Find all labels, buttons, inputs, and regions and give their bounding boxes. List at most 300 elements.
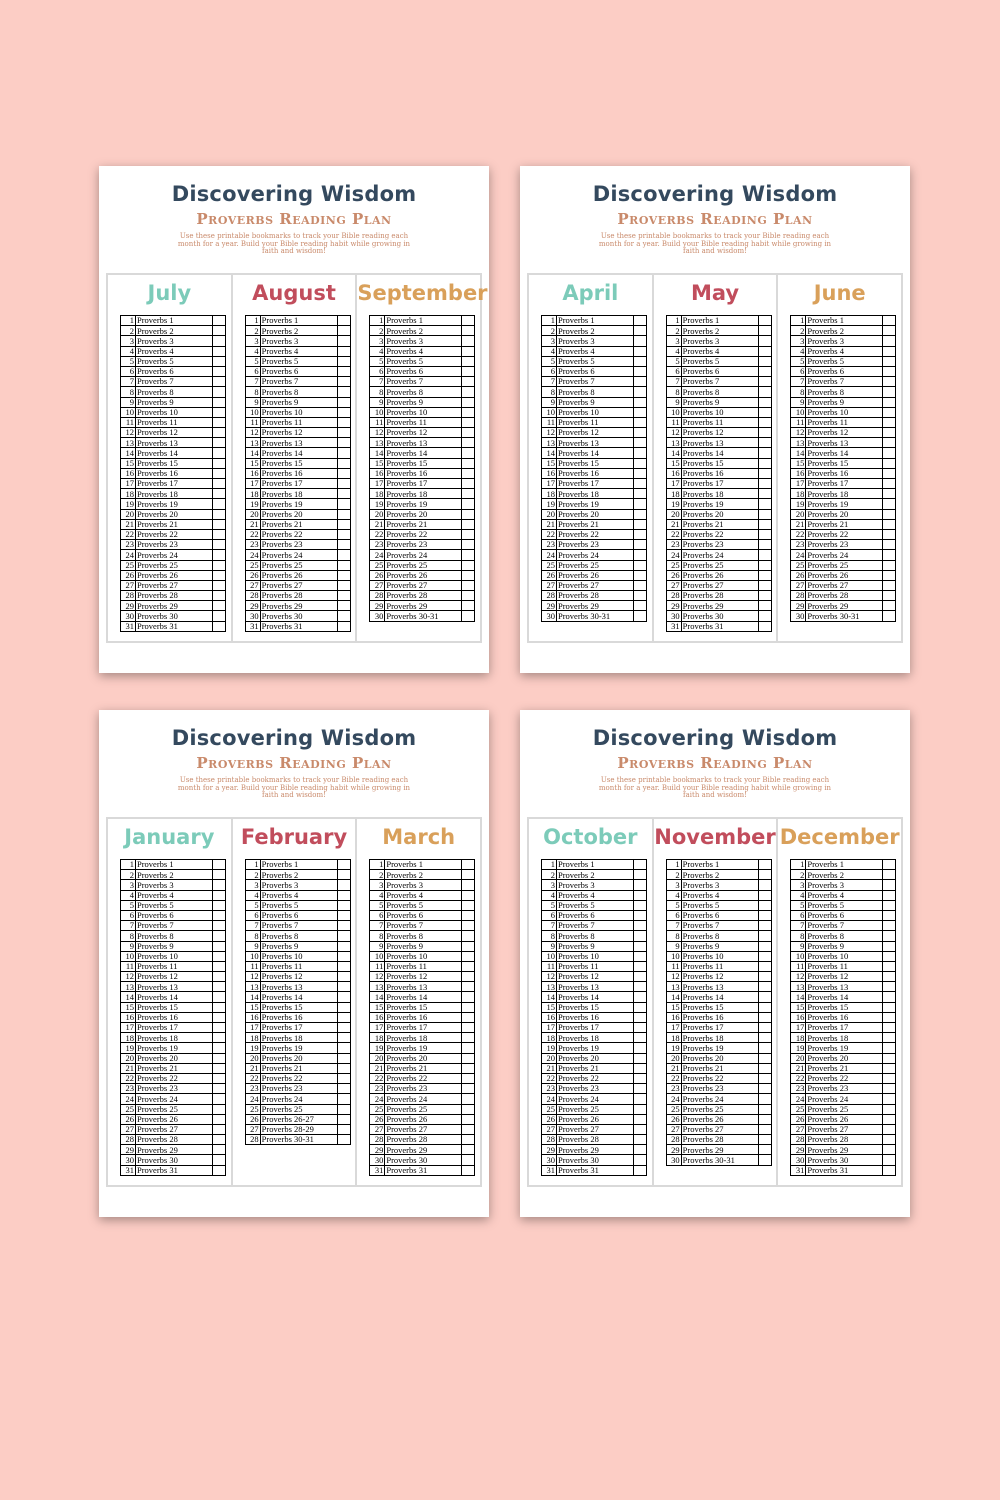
check-box[interactable] — [883, 972, 896, 982]
check-box[interactable] — [883, 1155, 896, 1165]
check-box[interactable] — [213, 316, 226, 326]
check-box[interactable] — [337, 972, 350, 982]
check-box[interactable] — [634, 921, 647, 931]
check-box[interactable] — [462, 1124, 475, 1134]
check-box[interactable] — [883, 529, 896, 539]
check-box[interactable] — [883, 316, 896, 326]
check-box[interactable] — [337, 428, 350, 438]
check-box[interactable] — [337, 900, 350, 910]
check-box[interactable] — [634, 1043, 647, 1053]
check-box[interactable] — [634, 1084, 647, 1094]
check-box[interactable] — [634, 601, 647, 611]
check-box[interactable] — [337, 1033, 350, 1043]
check-box[interactable] — [337, 550, 350, 560]
check-box[interactable] — [337, 1084, 350, 1094]
check-box[interactable] — [883, 1124, 896, 1134]
check-box[interactable] — [758, 580, 771, 590]
check-box[interactable] — [634, 1124, 647, 1134]
check-box[interactable] — [213, 900, 226, 910]
check-box[interactable] — [758, 397, 771, 407]
check-box[interactable] — [337, 570, 350, 580]
check-box[interactable] — [883, 1012, 896, 1022]
check-box[interactable] — [337, 326, 350, 336]
check-box[interactable] — [213, 1135, 226, 1145]
check-box[interactable] — [213, 499, 226, 509]
check-box[interactable] — [337, 1053, 350, 1063]
check-box[interactable] — [634, 611, 647, 621]
check-box[interactable] — [213, 560, 226, 570]
check-box[interactable] — [883, 941, 896, 951]
check-box[interactable] — [883, 326, 896, 336]
check-box[interactable] — [883, 1104, 896, 1114]
check-box[interactable] — [213, 580, 226, 590]
check-box[interactable] — [213, 540, 226, 550]
check-box[interactable] — [462, 570, 475, 580]
check-box[interactable] — [883, 591, 896, 601]
check-box[interactable] — [462, 448, 475, 458]
check-box[interactable] — [337, 509, 350, 519]
check-box[interactable] — [634, 356, 647, 366]
check-box[interactable] — [883, 860, 896, 870]
check-box[interactable] — [634, 560, 647, 570]
check-box[interactable] — [337, 560, 350, 570]
check-box[interactable] — [883, 336, 896, 346]
check-box[interactable] — [758, 1043, 771, 1053]
check-box[interactable] — [213, 992, 226, 1002]
check-box[interactable] — [337, 1063, 350, 1073]
check-box[interactable] — [337, 890, 350, 900]
check-box[interactable] — [758, 910, 771, 920]
check-box[interactable] — [758, 540, 771, 550]
check-box[interactable] — [758, 921, 771, 931]
check-box[interactable] — [462, 387, 475, 397]
check-box[interactable] — [758, 316, 771, 326]
check-box[interactable] — [758, 509, 771, 519]
check-box[interactable] — [213, 356, 226, 366]
check-box[interactable] — [462, 540, 475, 550]
check-box[interactable] — [462, 1155, 475, 1165]
check-box[interactable] — [883, 1033, 896, 1043]
check-box[interactable] — [213, 961, 226, 971]
check-box[interactable] — [883, 1094, 896, 1104]
check-box[interactable] — [213, 931, 226, 941]
check-box[interactable] — [634, 890, 647, 900]
check-box[interactable] — [337, 951, 350, 961]
check-box[interactable] — [883, 910, 896, 920]
check-box[interactable] — [883, 407, 896, 417]
check-box[interactable] — [337, 438, 350, 448]
check-box[interactable] — [213, 428, 226, 438]
check-box[interactable] — [337, 336, 350, 346]
check-box[interactable] — [462, 377, 475, 387]
check-box[interactable] — [337, 1114, 350, 1124]
check-box[interactable] — [462, 941, 475, 951]
check-box[interactable] — [213, 489, 226, 499]
check-box[interactable] — [337, 1104, 350, 1114]
check-box[interactable] — [462, 407, 475, 417]
check-box[interactable] — [883, 900, 896, 910]
check-box[interactable] — [883, 931, 896, 941]
check-box[interactable] — [213, 870, 226, 880]
check-box[interactable] — [634, 1094, 647, 1104]
check-box[interactable] — [634, 346, 647, 356]
check-box[interactable] — [634, 1135, 647, 1145]
check-box[interactable] — [462, 316, 475, 326]
check-box[interactable] — [634, 1165, 647, 1175]
check-box[interactable] — [337, 992, 350, 1002]
check-box[interactable] — [213, 1002, 226, 1012]
check-box[interactable] — [337, 880, 350, 890]
check-box[interactable] — [883, 580, 896, 590]
check-box[interactable] — [462, 1002, 475, 1012]
check-box[interactable] — [758, 591, 771, 601]
check-box[interactable] — [634, 479, 647, 489]
check-box[interactable] — [634, 387, 647, 397]
check-box[interactable] — [462, 1023, 475, 1033]
check-box[interactable] — [337, 1124, 350, 1134]
check-box[interactable] — [337, 346, 350, 356]
check-box[interactable] — [883, 961, 896, 971]
check-box[interactable] — [337, 458, 350, 468]
check-box[interactable] — [758, 1135, 771, 1145]
check-box[interactable] — [213, 448, 226, 458]
check-box[interactable] — [883, 1073, 896, 1083]
check-box[interactable] — [883, 560, 896, 570]
check-box[interactable] — [462, 428, 475, 438]
check-box[interactable] — [883, 1145, 896, 1155]
check-box[interactable] — [337, 1012, 350, 1022]
check-box[interactable] — [462, 468, 475, 478]
check-box[interactable] — [462, 1114, 475, 1124]
check-box[interactable] — [634, 316, 647, 326]
check-box[interactable] — [462, 870, 475, 880]
check-box[interactable] — [634, 1023, 647, 1033]
check-box[interactable] — [883, 366, 896, 376]
check-box[interactable] — [462, 479, 475, 489]
check-box[interactable] — [634, 529, 647, 539]
check-box[interactable] — [462, 961, 475, 971]
check-box[interactable] — [758, 961, 771, 971]
check-box[interactable] — [758, 1023, 771, 1033]
check-box[interactable] — [462, 458, 475, 468]
check-box[interactable] — [883, 1114, 896, 1124]
check-box[interactable] — [634, 366, 647, 376]
check-box[interactable] — [213, 1104, 226, 1114]
check-box[interactable] — [213, 1114, 226, 1124]
check-box[interactable] — [213, 972, 226, 982]
check-box[interactable] — [758, 326, 771, 336]
check-box[interactable] — [758, 890, 771, 900]
check-box[interactable] — [462, 1053, 475, 1063]
check-box[interactable] — [634, 519, 647, 529]
check-box[interactable] — [462, 1063, 475, 1073]
check-box[interactable] — [337, 601, 350, 611]
check-box[interactable] — [758, 1114, 771, 1124]
check-box[interactable] — [758, 356, 771, 366]
check-box[interactable] — [883, 448, 896, 458]
check-box[interactable] — [462, 992, 475, 1002]
check-box[interactable] — [462, 1135, 475, 1145]
check-box[interactable] — [758, 489, 771, 499]
check-box[interactable] — [758, 1124, 771, 1134]
check-box[interactable] — [213, 407, 226, 417]
check-box[interactable] — [337, 870, 350, 880]
check-box[interactable] — [758, 931, 771, 941]
check-box[interactable] — [213, 519, 226, 529]
check-box[interactable] — [462, 921, 475, 931]
check-box[interactable] — [758, 448, 771, 458]
check-box[interactable] — [883, 992, 896, 1002]
check-box[interactable] — [462, 326, 475, 336]
check-box[interactable] — [883, 519, 896, 529]
check-box[interactable] — [213, 377, 226, 387]
check-box[interactable] — [462, 417, 475, 427]
check-box[interactable] — [883, 509, 896, 519]
check-box[interactable] — [213, 921, 226, 931]
check-box[interactable] — [337, 499, 350, 509]
check-box[interactable] — [213, 951, 226, 961]
check-box[interactable] — [213, 397, 226, 407]
check-box[interactable] — [634, 1063, 647, 1073]
check-box[interactable] — [462, 1084, 475, 1094]
check-box[interactable] — [213, 941, 226, 951]
check-box[interactable] — [213, 591, 226, 601]
check-box[interactable] — [758, 1094, 771, 1104]
check-box[interactable] — [883, 1023, 896, 1033]
check-box[interactable] — [634, 407, 647, 417]
check-box[interactable] — [213, 890, 226, 900]
check-box[interactable] — [883, 890, 896, 900]
check-box[interactable] — [758, 880, 771, 890]
check-box[interactable] — [883, 468, 896, 478]
check-box[interactable] — [758, 336, 771, 346]
check-box[interactable] — [213, 346, 226, 356]
check-box[interactable] — [634, 972, 647, 982]
check-box[interactable] — [213, 860, 226, 870]
check-box[interactable] — [213, 1084, 226, 1094]
check-box[interactable] — [883, 1043, 896, 1053]
check-box[interactable] — [462, 560, 475, 570]
check-box[interactable] — [462, 580, 475, 590]
check-box[interactable] — [758, 982, 771, 992]
check-box[interactable] — [337, 591, 350, 601]
check-box[interactable] — [634, 951, 647, 961]
check-box[interactable] — [634, 1155, 647, 1165]
check-box[interactable] — [883, 870, 896, 880]
check-box[interactable] — [758, 972, 771, 982]
check-box[interactable] — [758, 519, 771, 529]
check-box[interactable] — [213, 1094, 226, 1104]
check-box[interactable] — [337, 529, 350, 539]
check-box[interactable] — [337, 961, 350, 971]
check-box[interactable] — [213, 479, 226, 489]
check-box[interactable] — [462, 1165, 475, 1175]
check-box[interactable] — [758, 1012, 771, 1022]
check-box[interactable] — [213, 621, 226, 631]
check-box[interactable] — [758, 438, 771, 448]
check-box[interactable] — [634, 417, 647, 427]
check-box[interactable] — [337, 540, 350, 550]
check-box[interactable] — [462, 550, 475, 560]
check-box[interactable] — [883, 1002, 896, 1012]
check-box[interactable] — [213, 1023, 226, 1033]
check-box[interactable] — [462, 880, 475, 890]
check-box[interactable] — [634, 1104, 647, 1114]
check-box[interactable] — [883, 346, 896, 356]
check-box[interactable] — [337, 316, 350, 326]
check-box[interactable] — [213, 550, 226, 560]
check-box[interactable] — [758, 428, 771, 438]
check-box[interactable] — [758, 407, 771, 417]
check-box[interactable] — [337, 931, 350, 941]
check-box[interactable] — [758, 621, 771, 631]
check-box[interactable] — [634, 458, 647, 468]
check-box[interactable] — [462, 1145, 475, 1155]
check-box[interactable] — [462, 601, 475, 611]
check-box[interactable] — [883, 479, 896, 489]
check-box[interactable] — [634, 489, 647, 499]
check-box[interactable] — [213, 1033, 226, 1043]
check-box[interactable] — [758, 479, 771, 489]
check-box[interactable] — [337, 941, 350, 951]
check-box[interactable] — [462, 972, 475, 982]
check-box[interactable] — [758, 1053, 771, 1063]
check-box[interactable] — [213, 910, 226, 920]
check-box[interactable] — [634, 468, 647, 478]
check-box[interactable] — [634, 1012, 647, 1022]
check-box[interactable] — [337, 397, 350, 407]
check-box[interactable] — [883, 1135, 896, 1145]
check-box[interactable] — [462, 931, 475, 941]
check-box[interactable] — [462, 1104, 475, 1114]
check-box[interactable] — [337, 468, 350, 478]
check-box[interactable] — [634, 931, 647, 941]
check-box[interactable] — [758, 560, 771, 570]
check-box[interactable] — [462, 489, 475, 499]
check-box[interactable] — [883, 611, 896, 621]
check-box[interactable] — [337, 1043, 350, 1053]
check-box[interactable] — [634, 910, 647, 920]
check-box[interactable] — [634, 1145, 647, 1155]
check-box[interactable] — [462, 1033, 475, 1043]
check-box[interactable] — [213, 1155, 226, 1165]
check-box[interactable] — [213, 417, 226, 427]
check-box[interactable] — [758, 951, 771, 961]
check-box[interactable] — [758, 529, 771, 539]
check-box[interactable] — [758, 346, 771, 356]
check-box[interactable] — [337, 479, 350, 489]
check-box[interactable] — [462, 1012, 475, 1022]
check-box[interactable] — [213, 611, 226, 621]
check-box[interactable] — [883, 982, 896, 992]
check-box[interactable] — [213, 601, 226, 611]
check-box[interactable] — [213, 1165, 226, 1175]
check-box[interactable] — [213, 1124, 226, 1134]
check-box[interactable] — [462, 529, 475, 539]
check-box[interactable] — [758, 870, 771, 880]
check-box[interactable] — [634, 900, 647, 910]
check-box[interactable] — [337, 921, 350, 931]
check-box[interactable] — [213, 880, 226, 890]
check-box[interactable] — [758, 860, 771, 870]
check-box[interactable] — [883, 570, 896, 580]
check-box[interactable] — [634, 540, 647, 550]
check-box[interactable] — [337, 1073, 350, 1083]
check-box[interactable] — [634, 860, 647, 870]
check-box[interactable] — [462, 356, 475, 366]
check-box[interactable] — [213, 458, 226, 468]
check-box[interactable] — [213, 366, 226, 376]
check-box[interactable] — [634, 336, 647, 346]
check-box[interactable] — [337, 1002, 350, 1012]
check-box[interactable] — [213, 1043, 226, 1053]
check-box[interactable] — [462, 951, 475, 961]
check-box[interactable] — [758, 1104, 771, 1114]
check-box[interactable] — [758, 601, 771, 611]
check-box[interactable] — [462, 509, 475, 519]
check-box[interactable] — [213, 529, 226, 539]
check-box[interactable] — [337, 366, 350, 376]
check-box[interactable] — [883, 458, 896, 468]
check-box[interactable] — [758, 417, 771, 427]
check-box[interactable] — [634, 880, 647, 890]
check-box[interactable] — [883, 377, 896, 387]
check-box[interactable] — [213, 336, 226, 346]
check-box[interactable] — [634, 941, 647, 951]
check-box[interactable] — [634, 509, 647, 519]
check-box[interactable] — [337, 448, 350, 458]
check-box[interactable] — [634, 961, 647, 971]
check-box[interactable] — [634, 992, 647, 1002]
check-box[interactable] — [758, 570, 771, 580]
check-box[interactable] — [462, 900, 475, 910]
check-box[interactable] — [883, 550, 896, 560]
check-box[interactable] — [337, 621, 350, 631]
check-box[interactable] — [758, 1073, 771, 1083]
check-box[interactable] — [462, 910, 475, 920]
check-box[interactable] — [213, 1073, 226, 1083]
check-box[interactable] — [337, 860, 350, 870]
check-box[interactable] — [634, 570, 647, 580]
check-box[interactable] — [337, 982, 350, 992]
check-box[interactable] — [337, 611, 350, 621]
check-box[interactable] — [883, 951, 896, 961]
check-box[interactable] — [758, 900, 771, 910]
check-box[interactable] — [462, 591, 475, 601]
check-box[interactable] — [213, 387, 226, 397]
check-box[interactable] — [758, 941, 771, 951]
check-box[interactable] — [883, 397, 896, 407]
check-box[interactable] — [883, 428, 896, 438]
check-box[interactable] — [462, 982, 475, 992]
check-box[interactable] — [462, 346, 475, 356]
check-box[interactable] — [883, 356, 896, 366]
check-box[interactable] — [758, 1155, 771, 1165]
check-box[interactable] — [758, 1084, 771, 1094]
check-box[interactable] — [758, 1033, 771, 1043]
check-box[interactable] — [462, 890, 475, 900]
check-box[interactable] — [462, 519, 475, 529]
check-box[interactable] — [883, 1084, 896, 1094]
check-box[interactable] — [758, 1002, 771, 1012]
check-box[interactable] — [213, 326, 226, 336]
check-box[interactable] — [883, 489, 896, 499]
check-box[interactable] — [883, 387, 896, 397]
check-box[interactable] — [758, 458, 771, 468]
check-box[interactable] — [634, 438, 647, 448]
check-box[interactable] — [337, 417, 350, 427]
check-box[interactable] — [634, 1033, 647, 1043]
